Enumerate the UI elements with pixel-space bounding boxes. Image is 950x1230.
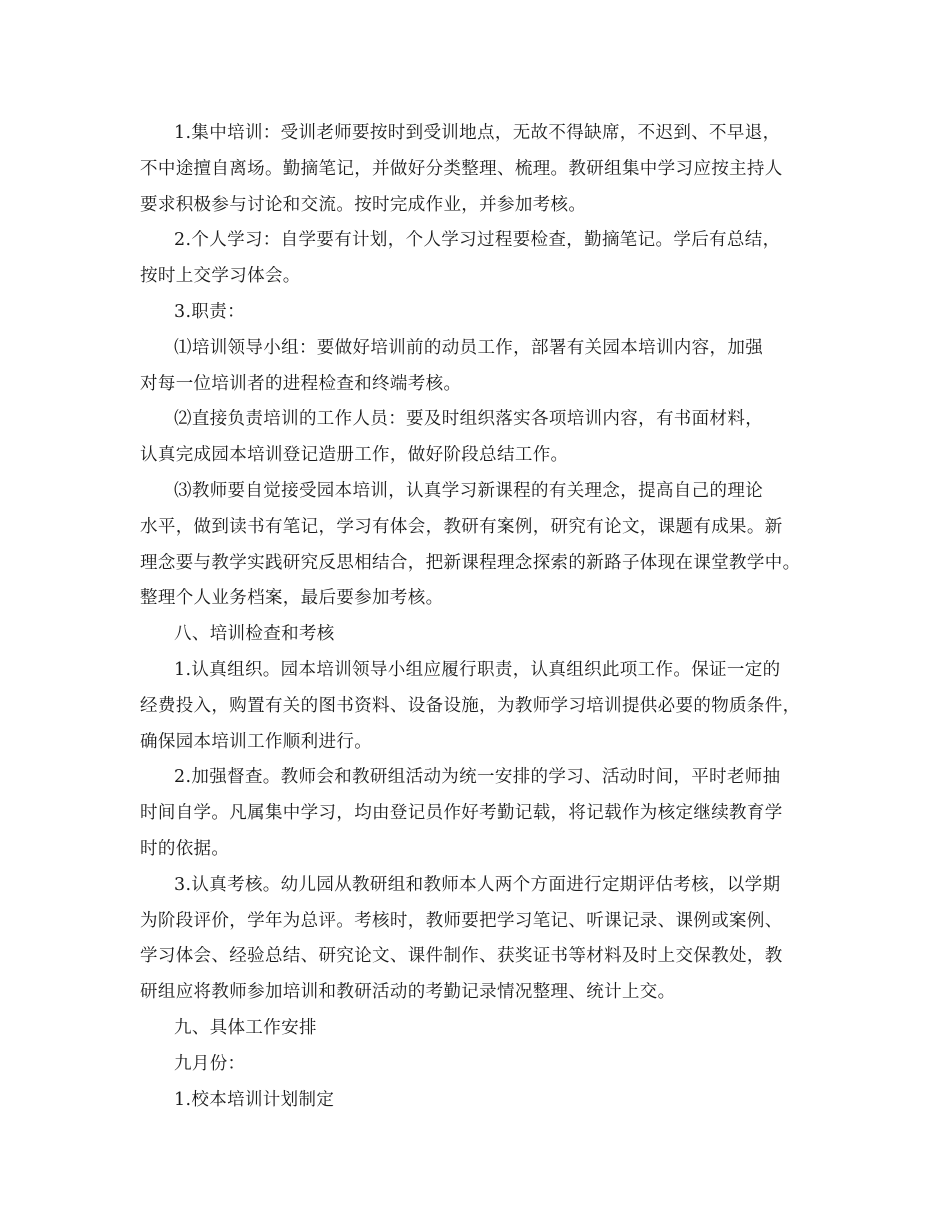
paragraph-supervision <box>140 760 820 867</box>
text-line: 3.认真考核。幼儿园从教研组和教师本人两个方面进行定期评估考核，以学期 <box>174 874 781 895</box>
text-line: 认真完成园本培训登记造册工作，做好阶段总结工作。 <box>140 445 569 466</box>
text-line: ⑵直接负责培训的工作人员：要及时组织落实各项培训内容，有书面材料， <box>174 409 764 430</box>
text-line: 按时上交学习体会。 <box>140 266 301 287</box>
text-line: 要求积极参与讨论和交流。按时完成作业，并参加考核。 <box>140 194 587 215</box>
text-line: 确保园本培训工作顺利进行。 <box>140 731 373 752</box>
paragraph-organize <box>140 653 820 760</box>
paragraph-personal-study <box>140 223 820 295</box>
text-line: 水平，做到读书有笔记，学习有体会，教研有案例，研究有论文，课题有成果。新 <box>140 516 783 537</box>
text-line: ⑴培训领导小组：要做好培训前的动员工作，部署有关园本培训内容，加强 <box>174 337 764 358</box>
text-line: 学习体会、经验总结、研究论文、课件制作、获奖证书等材料及时上交保教处，教 <box>140 946 783 967</box>
text-line: 经费投入，购置有关的图书资料、设备设施，为教师学习培训提供必要的物质条件， <box>140 695 801 716</box>
text-line: 2.加强督查。教师会和教研组活动为统一安排的学习、活动时间，平时老师抽 <box>174 767 781 788</box>
month-heading-september <box>140 1047 820 1083</box>
text-line: 1.集中培训：受训老师要按时到受训地点，无故不得缺席，不迟到、不早退， <box>174 123 781 143</box>
text-line: 时的依据。 <box>140 838 230 859</box>
text-line: 九月份： <box>174 1053 246 1074</box>
text-line: 理念要与教学实践研究反思相结合，把新课程理念探索的新路子体现在课堂教学中。 <box>140 552 801 573</box>
text-line: 整理个人业务档案，最后要参加考核。 <box>140 588 444 609</box>
paragraph-teacher-duties <box>140 474 820 617</box>
paragraph-staff-duties <box>140 402 820 474</box>
paragraph-plan-item <box>140 1083 820 1119</box>
paragraph-assessment <box>140 868 820 1011</box>
paragraph-centralized-training <box>140 116 820 223</box>
section-heading-work-schedule <box>140 1011 820 1047</box>
text-line: 为阶段评价，学年为总评。考核时，教师要把学习笔记、听课记录、课例或案例、 <box>140 910 783 931</box>
text-line: 九、具体工作安排 <box>174 1017 317 1038</box>
text-line: 八、培训检查和考核 <box>174 624 335 645</box>
text-line: 对每一位培训者的进程检查和终端考核。 <box>140 373 462 394</box>
text-line: 不中途擅自离场。勤摘笔记，并做好分类整理、梳理。教研组集中学习应按主持人 <box>140 158 783 179</box>
text-line: 1.校本培训计划制定 <box>174 1089 335 1110</box>
paragraph-duties-heading <box>140 295 820 331</box>
text-line: ⑶教师要自觉接受园本培训，认真学习新课程的有关理念，提高自己的理论 <box>174 480 764 501</box>
section-heading-inspection <box>140 617 820 653</box>
document-body <box>140 116 820 1118</box>
text-line: 研组应将教师参加培训和教研活动的考勤记录情况整理、统计上交。 <box>140 982 676 1003</box>
text-line: 3.职责： <box>174 301 245 322</box>
text-line: 1.认真组织。园本培训领导小组应履行职责，认真组织此项工作。保证一定的 <box>174 659 781 680</box>
text-line: 时间自学。凡属集中学习，均由登记员作好考勤记载，将记载作为核定继续教育学 <box>140 803 783 824</box>
text-line: 2.个人学习：自学要有计划，个人学习过程要检查，勤摘笔记。学后有总结， <box>174 230 781 251</box>
paragraph-leadership-group <box>140 331 820 403</box>
